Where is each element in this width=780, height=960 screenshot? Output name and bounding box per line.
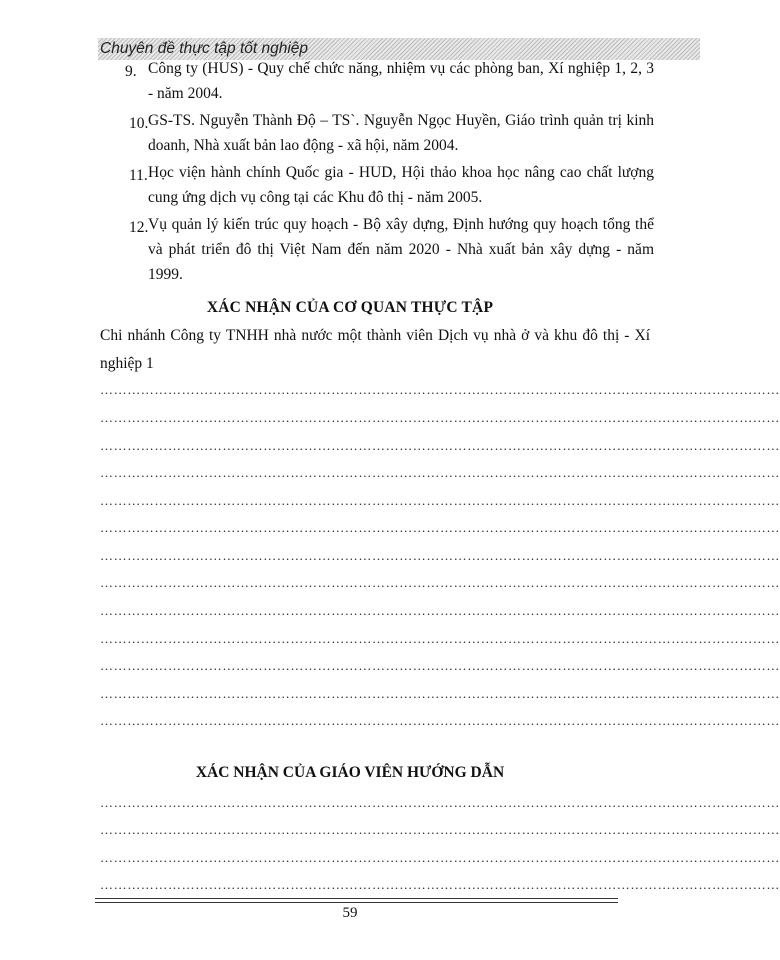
blank-line: …………………………………………………………………………………………………………………………………… [100, 493, 780, 508]
reference-item [98, 160, 654, 210]
reference-item [98, 108, 654, 158]
blank-line: …………………………………………………………………………………………………………………………………… [100, 520, 780, 535]
blank-line: …………………………………………………………………………………………………………………………………… [100, 548, 780, 563]
reference-text: Vụ quản lý kiến trúc quy hoạch - Bộ xây dựng, Định hướng quy hoạch tổng thể và phát triển đô thị Việt Nam đến năm 2020 - Nhà xuất bản xây dựng - năm 1999. [148, 216, 654, 283]
reference-text: Công ty (HUS) - Quy chế chức năng, nhiệm vụ các phòng ban, Xí nghiệp 1, 2, 3 - năm 2004. [148, 60, 654, 102]
blank-line: …………………………………………………………………………………………………………………………………… [100, 382, 780, 397]
blank-line: …………………………………………………………………………………………………………………………………… [100, 713, 780, 728]
reference-number: 11. [129, 167, 148, 184]
blank-line: …………………………………………………………………………………………………………………………………… [100, 575, 780, 590]
reference-number: 12. [129, 219, 149, 236]
section-heading-supervisor: XÁC NHẬN CỦA GIÁO VIÊN HƯỚNG DẪN [195, 764, 505, 781]
blank-line: …………………………………………………………………………………………………………………………………… [100, 850, 780, 865]
blank-line: …………………………………………………………………………………………………………………………………… [100, 438, 780, 453]
blank-line: …………………………………………………………………………………………………………………………………… [100, 658, 780, 673]
agency-name-text: Chi nhánh Công ty TNHH nhà nước một thành viên Dịch vụ nhà ở và khu đô thị - Xí nghiệp 1 [100, 327, 650, 372]
reference-number: 9. [125, 63, 137, 80]
blank-line: …………………………………………………………………………………………………………………………………… [100, 822, 780, 837]
footer-rule [95, 898, 618, 899]
reference-number: 10. [129, 115, 149, 132]
blank-line: …………………………………………………………………………………………………………………………………… [100, 686, 780, 701]
reference-list [98, 56, 654, 289]
blank-line: …………………………………………………………………………………………………………………………………… [100, 631, 780, 646]
footer-rule [95, 902, 618, 903]
blank-line: …………………………………………………………………………………………………………………………………… [100, 465, 780, 480]
reference-item [98, 212, 654, 287]
page-number: 59 [342, 905, 358, 921]
blank-line: …………………………………………………………………………………………………………………………………… [100, 603, 780, 618]
reference-item [98, 56, 654, 106]
section-heading-internship-agency: XÁC NHẬN CỦA CƠ QUAN THỰC TẬP [206, 299, 494, 316]
blank-line: …………………………………………………………………………………………………………………………………… [100, 410, 780, 425]
blank-line: …………………………………………………………………………………………………………………………………… [100, 877, 780, 892]
blank-line: …………………………………………………………………………………………………………………………………… [100, 795, 780, 810]
reference-text: Học viện hành chính Quốc gia - HUD, Hội thảo khoa học nâng cao chất lượng cung ứng dịch vụ công tại các Khu đô thị - năm 2005. [148, 164, 654, 206]
running-header: Chuyên đề thực tập tốt nghiệp [100, 40, 309, 57]
reference-text: GS-TS. Nguyễn Thành Độ – TS`. Nguyễn Ngọc Huyền, Giáo trình quản trị kinh doanh, Nhà xuất bản lao động - xã hội, năm 2004. [148, 112, 654, 154]
